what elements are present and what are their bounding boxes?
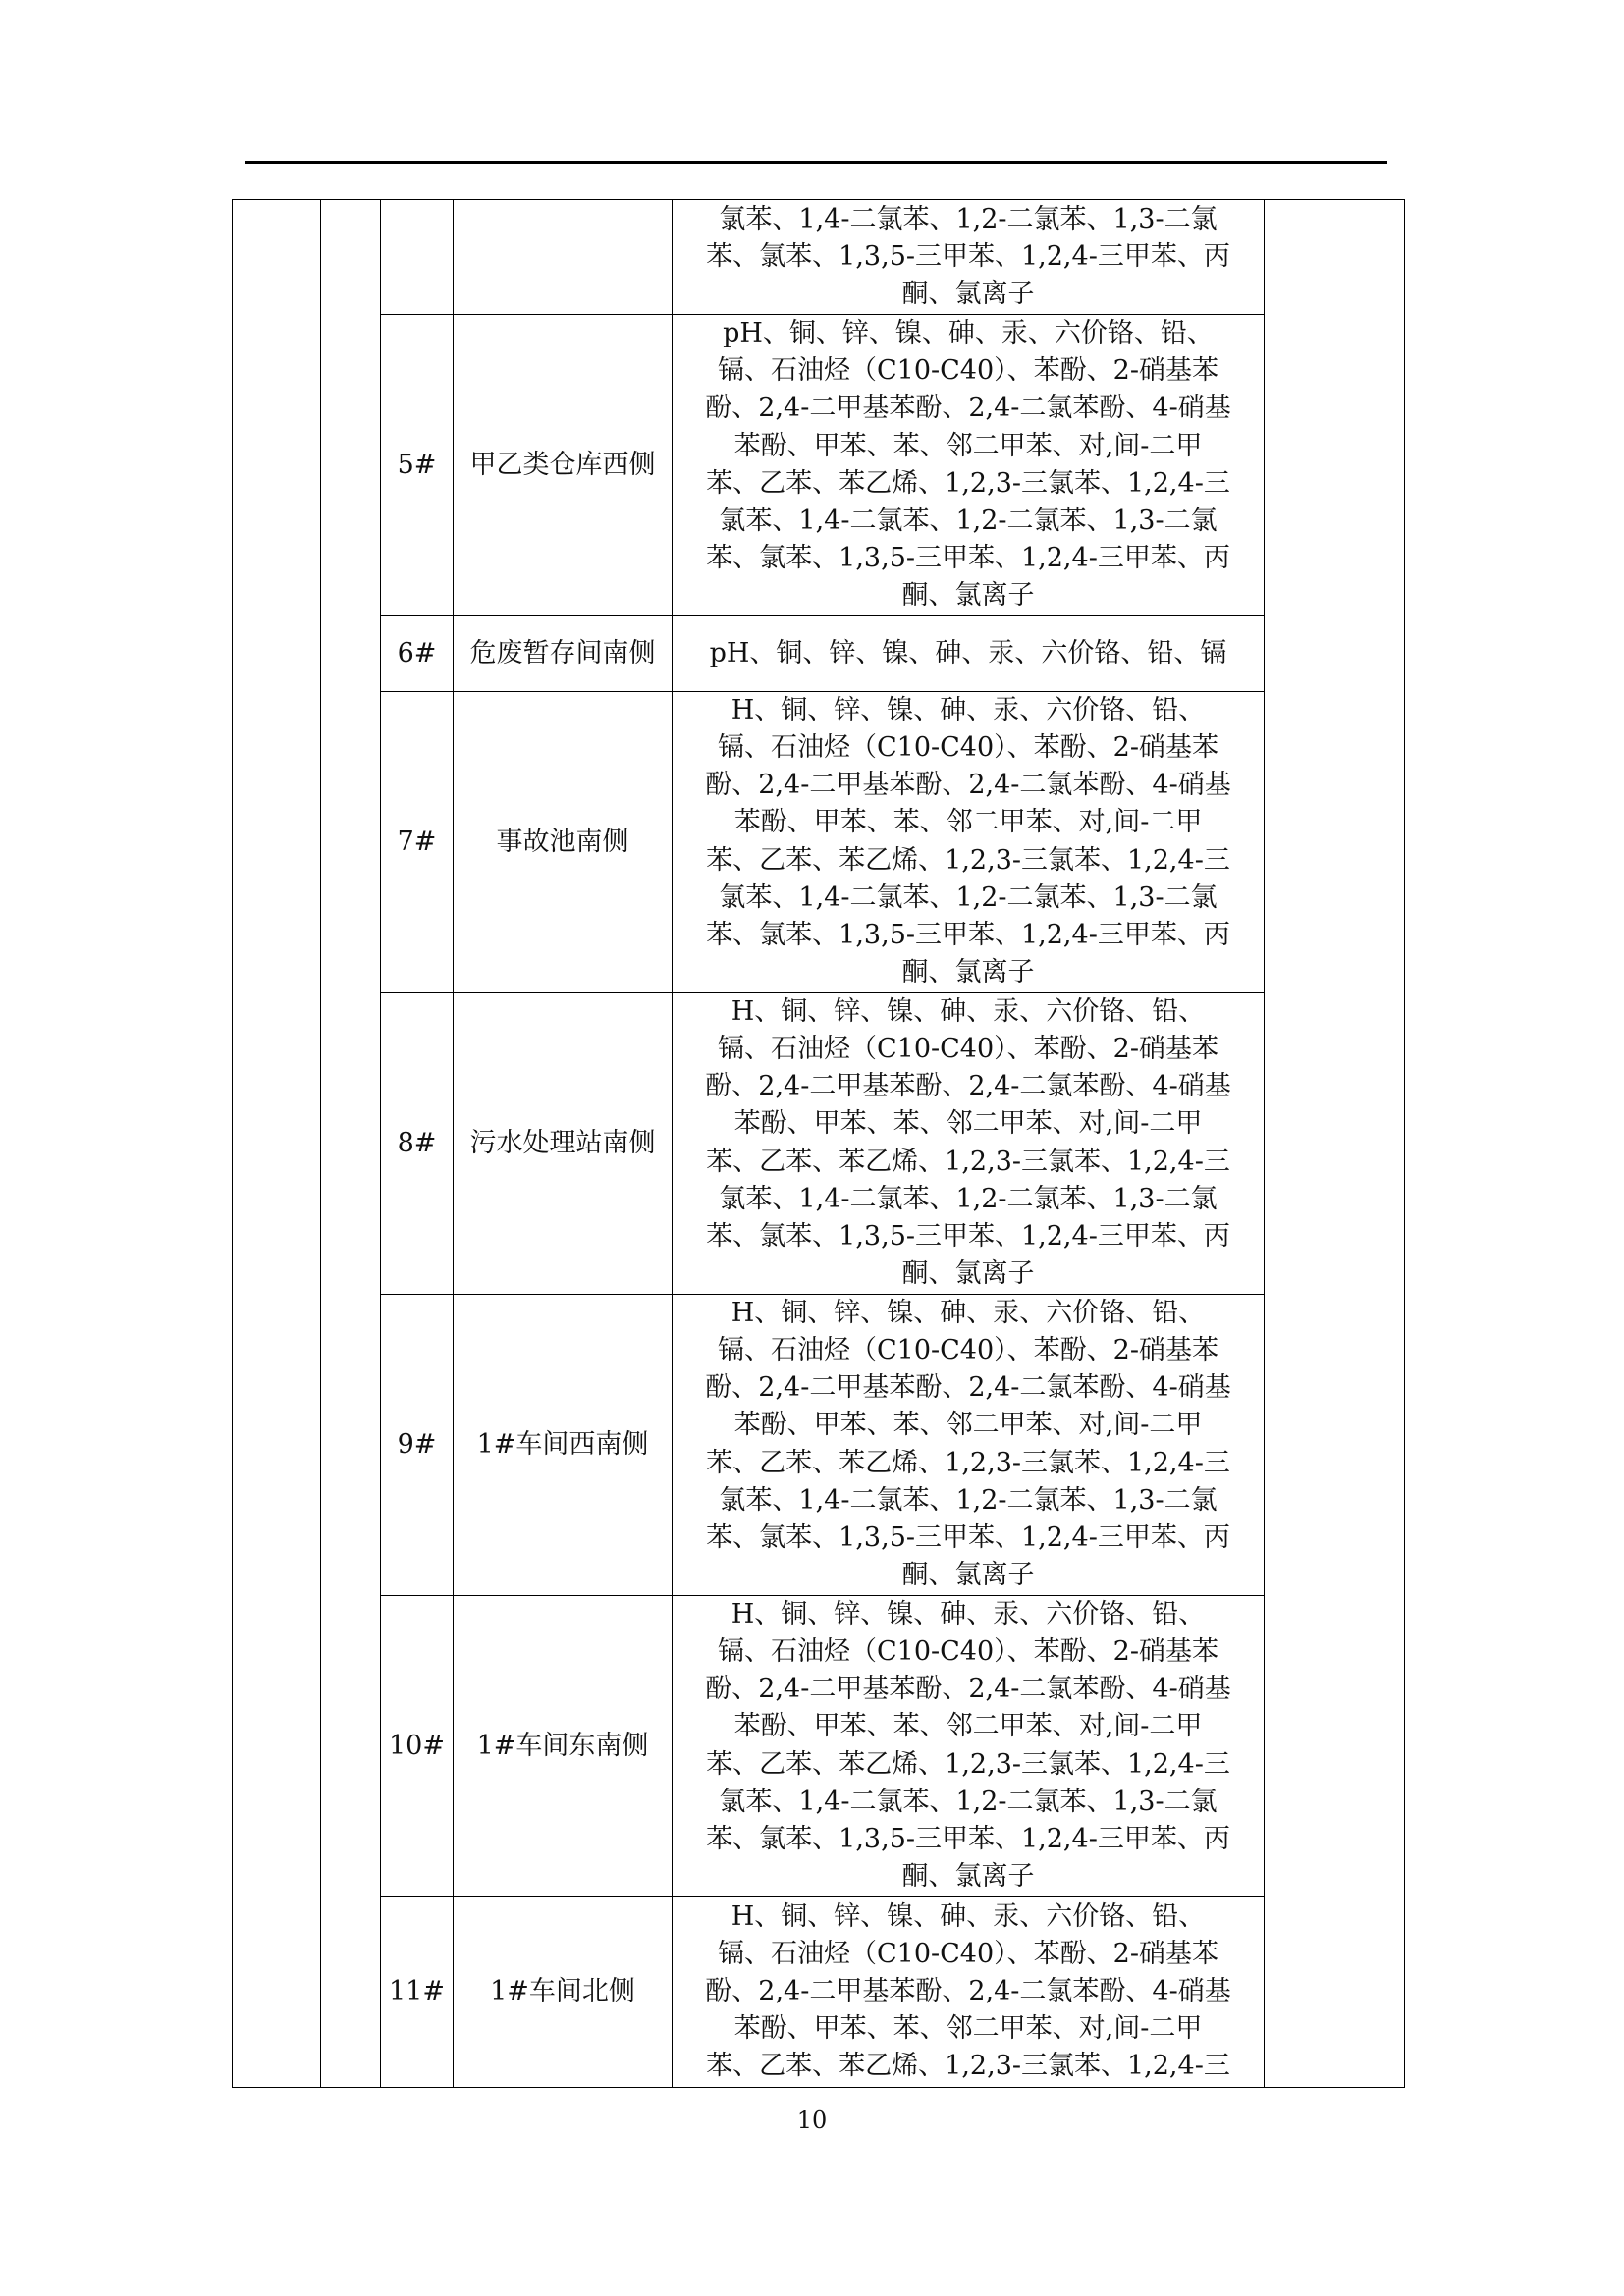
point-number-cell: 7#	[381, 691, 454, 992]
table-row	[233, 200, 1405, 315]
point-number-cell: 9#	[381, 1294, 454, 1595]
table-row	[233, 1896, 1405, 2087]
table-row	[233, 615, 1405, 691]
point-number-cell: 10#	[381, 1595, 454, 1896]
params-cell: H、铜、锌、镍、砷、汞、六价铬、铅、 镉、石油烃（C10-C40）、苯酚、2-硝基苯 酚、2,4-二甲基苯酚、2,4-二氯苯酚、4-硝基 苯酚、甲苯、苯、邻二甲苯、对,间-二甲 苯、乙苯、苯乙烯、1,2,3-三氯苯、1,2,4-三 氯苯、1,4-二氯苯、1,2-二氯苯、1,3-二氯 苯、氯苯、1,3,5-三甲苯、1,2,4-三甲苯、丙 酮、氯离子	[673, 1294, 1265, 1595]
params-cell: H、铜、锌、镍、砷、汞、六价铬、铅、 镉、石油烃（C10-C40）、苯酚、2-硝基苯 酚、2,4-二甲基苯酚、2,4-二氯苯酚、4-硝基 苯酚、甲苯、苯、邻二甲苯、对,间-二甲 苯、乙苯、苯乙烯、1,2,3-三氯苯、1,2,4-三 氯苯、1,4-二氯苯、1,2-二氯苯、1,3-二氯 苯、氯苯、1,3,5-三甲苯、1,2,4-三甲苯、丙 酮、氯离子	[673, 1595, 1265, 1896]
point-location-cell	[454, 200, 673, 315]
point-number-cell	[381, 200, 454, 315]
point-number-cell: 5#	[381, 315, 454, 616]
point-location-cell: 1#车间东南侧	[454, 1595, 673, 1896]
table-row	[233, 691, 1405, 992]
point-location-cell: 危废暂存间南侧	[454, 615, 673, 691]
monitoring-table	[232, 199, 1405, 2088]
point-location-cell: 1#车间西南侧	[454, 1294, 673, 1595]
params-cell: H、铜、锌、镍、砷、汞、六价铬、铅、 镉、石油烃（C10-C40）、苯酚、2-硝基苯 酚、2,4-二甲基苯酚、2,4-二氯苯酚、4-硝基 苯酚、甲苯、苯、邻二甲苯、对,间-二甲 苯、乙苯、苯乙烯、1,2,3-三氯苯、1,2,4-三	[673, 1896, 1265, 2087]
page-number: 10	[796, 2107, 828, 2134]
params-cell: H、铜、锌、镍、砷、汞、六价铬、铅、 镉、石油烃（C10-C40）、苯酚、2-硝基苯 酚、2,4-二甲基苯酚、2,4-二氯苯酚、4-硝基 苯酚、甲苯、苯、邻二甲苯、对,间-二甲 苯、乙苯、苯乙烯、1,2,3-三氯苯、1,2,4-三 氯苯、1,4-二氯苯、1,2-二氯苯、1,3-二氯 苯、氯苯、1,3,5-三甲苯、1,2,4-三甲苯、丙 酮、氯离子	[673, 691, 1265, 992]
point-location-cell: 1#车间北侧	[454, 1896, 673, 2087]
point-location-cell: 污水处理站南侧	[454, 992, 673, 1294]
point-number-cell: 6#	[381, 615, 454, 691]
point-number-cell: 8#	[381, 992, 454, 1294]
params-cell: pH、铜、锌、镍、砷、汞、六价铬、铅、 镉、石油烃（C10-C40）、苯酚、2-硝基苯 酚、2,4-二甲基苯酚、2,4-二氯苯酚、4-硝基 苯酚、甲苯、苯、邻二甲苯、对,间-二甲 苯、乙苯、苯乙烯、1,2,3-三氯苯、1,2,4-三 氯苯、1,4-二氯苯、1,2-二氯苯、1,3-二氯 苯、氯苯、1,3,5-三甲苯、1,2,4-三甲苯、丙 酮、氯离子	[673, 315, 1265, 616]
point-number-cell: 11#	[381, 1896, 454, 2087]
category-cell	[233, 200, 321, 2088]
params-cell: H、铜、锌、镍、砷、汞、六价铬、铅、 镉、石油烃（C10-C40）、苯酚、2-硝基苯 酚、2,4-二甲基苯酚、2,4-二氯苯酚、4-硝基 苯酚、甲苯、苯、邻二甲苯、对,间-二甲 苯、乙苯、苯乙烯、1,2,3-三氯苯、1,2,4-三 氯苯、1,4-二氯苯、1,2-二氯苯、1,3-二氯 苯、氯苯、1,3,5-三甲苯、1,2,4-三甲苯、丙 酮、氯离子	[673, 992, 1265, 1294]
sub-category-cell	[321, 200, 381, 2088]
table-row	[233, 992, 1405, 1294]
params-cell: pH、铜、锌、镍、砷、汞、六价铬、铅、镉	[673, 615, 1265, 691]
params-cell: 氯苯、1,4-二氯苯、1,2-二氯苯、1,3-二氯 苯、氯苯、1,3,5-三甲苯、1,2,4-三甲苯、丙 酮、氯离子	[673, 200, 1265, 315]
header-rule	[245, 161, 1387, 164]
table-row	[233, 1595, 1405, 1896]
point-location-cell: 甲乙类仓库西侧	[454, 315, 673, 616]
point-location-cell: 事故池南侧	[454, 691, 673, 992]
table-row	[233, 315, 1405, 616]
table-row	[233, 1294, 1405, 1595]
remarks-cell	[1265, 200, 1405, 2088]
